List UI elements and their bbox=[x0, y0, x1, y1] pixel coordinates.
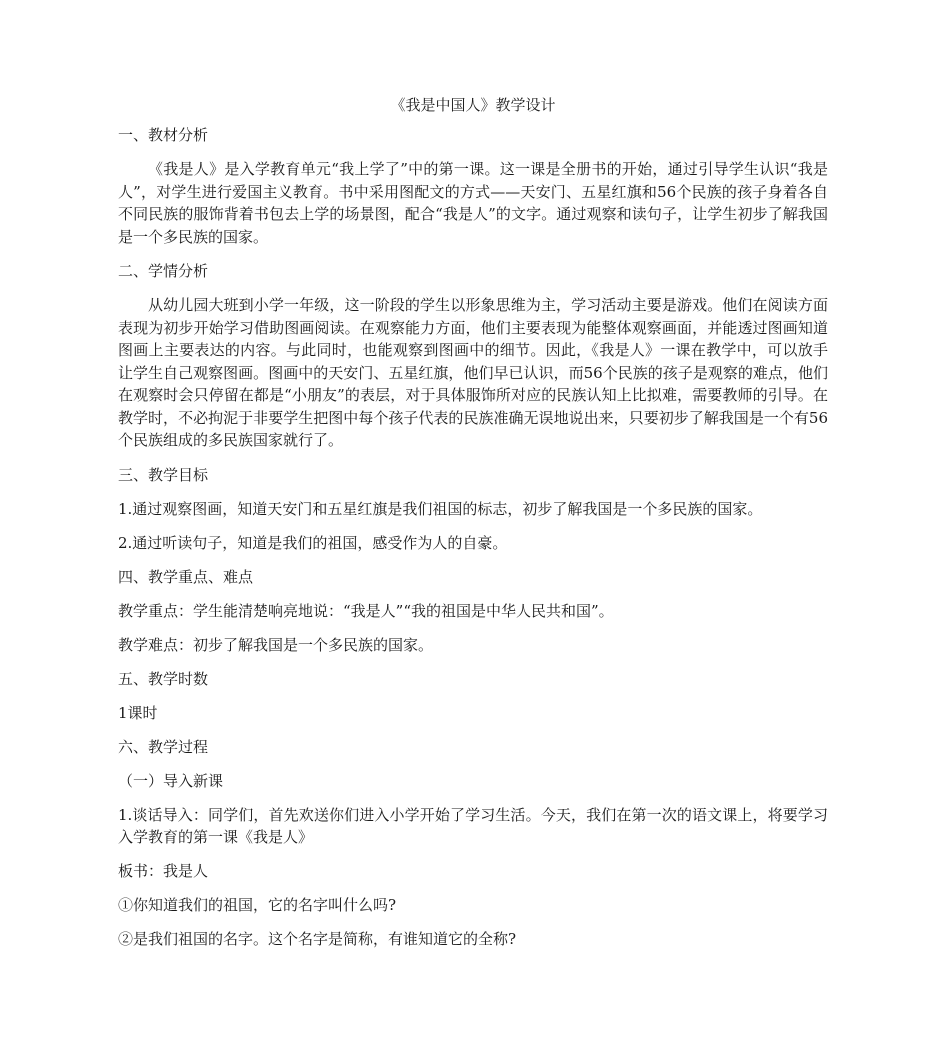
teaching-key-point: 教学重点：学生能清楚响亮地说：“我是人”“我的祖国是中华人民共和国”。 bbox=[118, 601, 614, 620]
document-page bbox=[118, 94, 828, 962]
student-analysis-paragraph: 从幼儿园大班到小学一年级，这一阶段的学生以形象思维为主，学习活动主要是游戏。他们在阅读方面表现为初步开始学习借助图画阅读。在观察能力方面，他们主要表现为能整体观察画面，并能透过图画知道图画上主要表达的内容。与此同时，也能观察到图画中的细节。因此，《我是人》一课在教学中，可以放手让学生自己观察图画。图画中的天安门、五星红旗，他们早已认识，而56个民族的孩子是观察的难点，他们在观察时会只停留在都是“小朋友”的表层，对于具体服饰所对应的民族认知上比拟难，需要教师的引导。在教学时，不必拘泥于非要学生把图中每个孩子代表的民族准确无误地说出来，只要初步了解我国是一个有56个民族组成的多民族国家就行了。 bbox=[118, 296, 828, 449]
subsection-heading-introduction: （一）导入新课 bbox=[118, 771, 224, 790]
teaching-goal-item-2: 2.通过听读句子，知道是我们的祖国，感受作为人的自豪。 bbox=[118, 533, 508, 552]
blackboard-writing: 板书：我是人 bbox=[118, 861, 209, 880]
question-1: ①你知道我们的祖国，它的名字叫什么吗? bbox=[118, 895, 397, 914]
question-2: ②是我们祖国的名字。这个名字是简称，有谁知道它的全称? bbox=[118, 929, 517, 948]
section-heading-student-analysis: 二、学情分析 bbox=[118, 262, 209, 280]
section-heading-teaching-goals: 三、教学目标 bbox=[118, 465, 209, 484]
teaching-difficulty: 教学难点：初步了解我国是一个多民族的国家。 bbox=[118, 635, 434, 654]
document-title: 《我是中国人》教学设计 bbox=[390, 96, 556, 114]
section-heading-key-points: 四、教学重点、难点 bbox=[118, 567, 254, 586]
section-heading-textbook-analysis: 一、教材分析 bbox=[118, 126, 209, 144]
section-heading-teaching-process: 六、教学过程 bbox=[118, 737, 209, 756]
class-hours-value: 1课时 bbox=[118, 703, 158, 722]
teaching-goal-item-1: 1.通过观察图画，知道天安门和五星红旗是我们祖国的标志，初步了解我国是一个多民族的国家。 bbox=[118, 499, 763, 518]
section-heading-class-hours: 五、教学时数 bbox=[118, 669, 209, 688]
textbook-analysis-paragraph: 《我是人》是入学教育单元“我上学了”中的第一课。这一课是全册书的开始，通过引导学生认识“我是人”，对学生进行爱国主义教育。书中采用图配文的方式——天安门、五星红旗和56个民族的孩子身着各自不同民族的服饰背着书包去上学的场景图，配合“我是人”的文字。通过观察和读句子，让学生初步了解我国是一个多民族的国家。 bbox=[118, 160, 828, 246]
introduction-item-1: 1.谈话导入：同学们，首先欢送你们进入小学开始了学习生活。今天，我们在第一次的语文课上，将要学习入学教育的第一课《我是人》 bbox=[118, 805, 828, 846]
